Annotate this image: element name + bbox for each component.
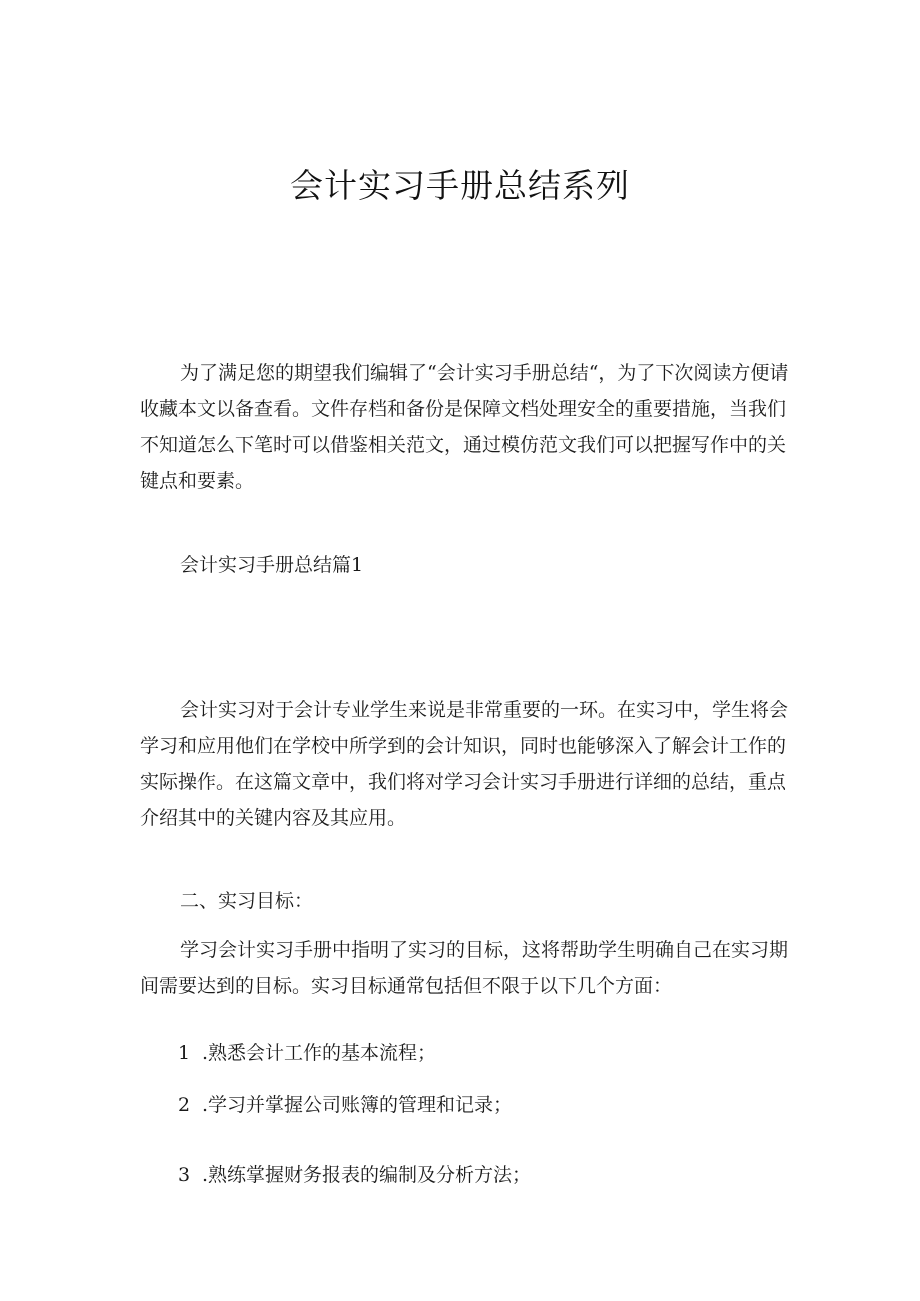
list-item-number: 3 — [178, 1164, 191, 1186]
body-paragraph-1: 会计实习对于会计专业学生来说是非常重要的一环。在实习中，学生将会学习和应用他们在学校中所学到的会计知识，同时也能够深入了解会计工作的实际操作。在这篇文章中，我们将对学习会计实习手册进行详细的总结，重点介绍其中的关键内容及其应用。 — [140, 699, 789, 829]
section-heading: 会计实习手册总结篇1 — [180, 554, 364, 576]
list-item-number: 1 — [178, 1042, 191, 1064]
list-item-text: .熟悉会计工作的基本流程； — [202, 1042, 437, 1064]
intro-paragraph: 为了满足您的期望我们编辑了“会计实习手册总结“，为了下次阅读方便请收藏本文以备查看。文件存档和备份是保障文档处理安全的重要措施，当我们不知道怎么下笔时可以借鉴相关范文，通过模仿范文我们可以把握写作中的关键点和要素。 — [140, 362, 789, 492]
body-paragraph-2: 学习会计实习手册中指明了实习的目标，这将帮助学生明确自己在实习期间需要达到的目标。实习目标通常包括但不限于以下几个方面： — [140, 939, 789, 997]
list-item — [178, 1087, 512, 1123]
document-title: 会计实习手册总结系列 — [290, 166, 630, 205]
list-item-text: .学习并掌握公司账簿的管理和记录； — [202, 1094, 513, 1116]
list-item — [178, 1035, 436, 1071]
list-item-number: 2 — [178, 1094, 191, 1116]
sub-heading: 二、实习目标： — [180, 890, 314, 912]
list-item-text: .熟练掌握财务报表的编制及分析方法； — [202, 1164, 532, 1186]
list-item — [178, 1157, 531, 1193]
